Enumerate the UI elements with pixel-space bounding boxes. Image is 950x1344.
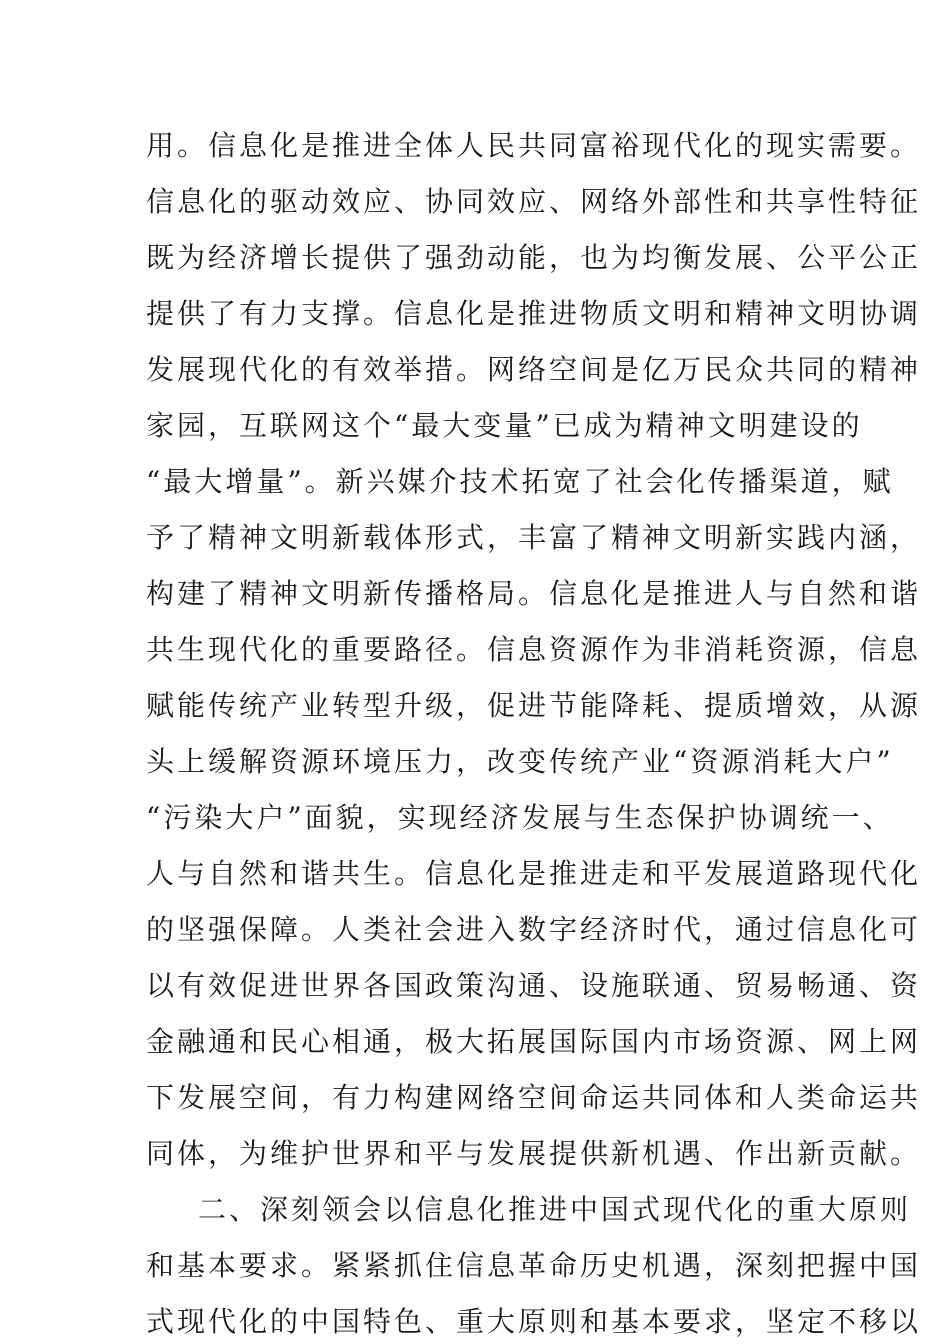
text-line: 下发展空间，有力构建网络空间命运共同体和人类命运共 <box>146 1081 922 1114</box>
text-line: 既为经济增长提供了强劲动能，也为均衡发展、公平公正 <box>146 241 922 274</box>
text-line: “最大增量”。新兴媒介技术拓宽了社会化传播渠道，赋 <box>146 465 894 498</box>
text-line: “污染大户”面貌，实现经济发展与生态保护协调统一、 <box>146 801 894 834</box>
text-line: 和基本要求。紧紧抓住信息革命历史机遇，深刻把握中国 <box>146 1249 922 1282</box>
text-line: 金融通和民心相通，极大拓展国际国内市场资源、网上网 <box>146 1025 922 1058</box>
text-line: 发展现代化的有效举措。网络空间是亿万民众共同的精神 <box>146 353 922 386</box>
text-line: 予了精神文明新载体形式，丰富了精神文明新实践内涵， <box>146 521 922 554</box>
text-line: 以有效促进世界各国政策沟通、设施联通、贸易畅通、资 <box>146 969 922 1002</box>
text-line: 人与自然和谐共生。信息化是推进走和平发展道路现代化 <box>146 857 922 890</box>
text-line: 构建了精神文明新传播格局。信息化是推进人与自然和谐 <box>146 577 922 610</box>
text-line: 式现代化的中国特色、重大原则和基本要求，坚定不移以 <box>146 1305 922 1338</box>
text-line: 提供了有力支撑。信息化是推进物质文明和精神文明协调 <box>146 297 922 330</box>
text-line: 头上缓解资源环境压力，改变传统产业“资源消耗大户” <box>146 745 894 778</box>
text-line: 共生现代化的重要路径。信息资源作为非消耗资源，信息 <box>146 633 922 666</box>
text-line: 用。信息化是推进全体人民共同富裕现代化的现实需要。 <box>146 129 922 162</box>
text-line: 同体，为维护世界和平与发展提供新机遇、作出新贡献。 <box>146 1137 922 1170</box>
text-line: 家园，互联网这个“最大变量”已成为精神文明建设的 <box>146 409 863 442</box>
section-heading-line: 二、深刻领会以信息化推进中国式现代化的重大原则 <box>198 1193 912 1226</box>
text-line: 赋能传统产业转型升级，促进节能降耗、提质增效，从源 <box>146 689 922 722</box>
text-line: 信息化的驱动效应、协同效应、网络外部性和共享性特征 <box>146 185 922 218</box>
text-line: 的坚强保障。人类社会进入数字经济时代，通过信息化可 <box>146 913 922 946</box>
